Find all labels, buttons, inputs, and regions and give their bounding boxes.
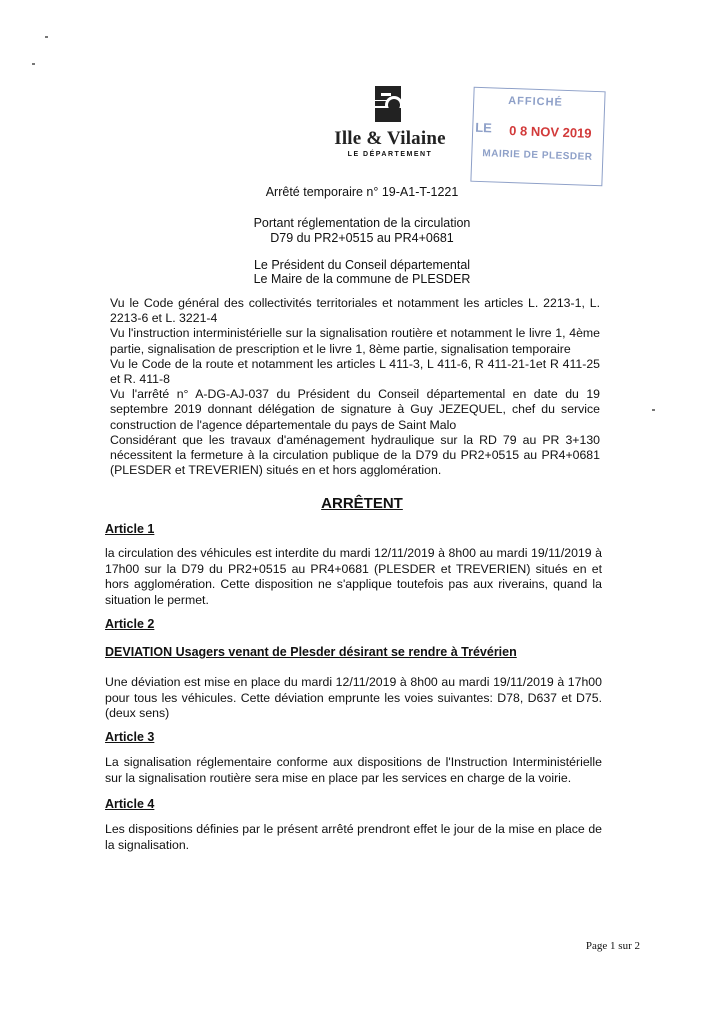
article-3-text: La signalisation réglementaire conforme aux dispositions de l'Instruction Interministérielle sur la signalisation routière sera mise en place par les services en charge de la voirie.	[105, 755, 602, 785]
ille-et-vilaine-logo-icon	[370, 84, 410, 126]
authority-president: Le Président du Conseil départemental	[253, 258, 471, 272]
logo-subtitle: LE DÉPARTEMENT	[347, 151, 433, 158]
visa-item: Considérant que les travaux d'aménagement hydraulique sur la RD 79 au PR 3+130 nécessitent la fermeture à la circulation publique de la D79 du PR2+0515 au PR4+0681 (PLESDER et TREVERIEN) situés en et hors agglomération.	[110, 432, 600, 478]
scan-speck	[32, 63, 35, 65]
article-2-title: Article 2	[105, 617, 155, 631]
visa-item: Vu le Code général des collectivités territoriales et notamment les articles L. 2213-1, L. 2213-6 et L. 3221-4	[110, 296, 600, 326]
scan-speck	[652, 409, 655, 411]
affiche-stamp	[470, 87, 605, 187]
scan-speck	[45, 36, 48, 38]
stamp-date: 0 8 NOV 2019	[508, 122, 592, 141]
portant-line1: Portant réglementation de la circulation	[253, 216, 471, 230]
stamp-mairie: MAIRIE DE PLESDER	[482, 148, 593, 163]
authority-maire: Le Maire de la commune de PLESDER	[253, 272, 471, 286]
stamp-affiche: AFFICHÉ	[508, 94, 564, 109]
logo-name: Ille & Vilaine	[334, 128, 446, 149]
visa-item: Vu l'arrêté n° A-DG-AJ-037 du Président du Conseil départemental en date du 19 septembre 2019 donnant délégation de signature à Guy JEZEQUEL, chef du service construction de l'agence départementale du pays de Saint Malo	[110, 387, 600, 432]
article-1-text: la circulation des véhicules est interdite du mardi 12/11/2019 à 8h00 au mardi 19/11/2019 à 17h00 sur la D79 du PR2+0515 au PR4+0681 (PLESDER et TREVERIEN) situés en et hors agglomération. Cette disposition ne s'applique toutefois pas aux riverains, quand la situation le permet.	[105, 546, 602, 607]
visa-item: Vu le Code de la route et notamment les articles L 411-3, L 411-6, R 411-21-1et R 411-25 et R. 411-8	[110, 356, 600, 387]
arretent-heading: ARRÊTENT	[321, 495, 403, 512]
department-logo	[334, 84, 446, 158]
page-number: Page 1 sur 2	[585, 940, 640, 952]
article-3-title: Article 3	[105, 730, 155, 744]
article-1-title: Article 1	[105, 522, 155, 536]
article-2-text: Une déviation est mise en place du mardi 12/11/2019 à 8h00 au mardi 19/11/2019 à 17h00 pour tous les véhicules. Cette déviation emprunte les voies suivantes: D78, D637 et D75. (deux sens)	[105, 675, 602, 721]
visas-block	[110, 296, 600, 478]
visa-item: Vu l'instruction interministérielle sur la signalisation routière et notamment le livre 1, 4ème partie, signalisation de prescription et le livre 1, 8ème partie, signalisation temporaire	[110, 326, 600, 356]
arrete-number: Arrêté temporaire n° 19-A1-T-1221	[265, 185, 459, 199]
article-4-title: Article 4	[105, 797, 155, 811]
portant-line2: D79 du PR2+0515 au PR4+0681	[270, 231, 454, 245]
article-4-text: Les dispositions définies par le présent arrêté prendront effet le jour de la mise en place de la signalisation.	[105, 822, 602, 852]
article-2-deviation: DEVIATION Usagers venant de Plesder désirant se rendre à Trévérien	[105, 645, 517, 659]
stamp-le: LE	[475, 119, 493, 136]
